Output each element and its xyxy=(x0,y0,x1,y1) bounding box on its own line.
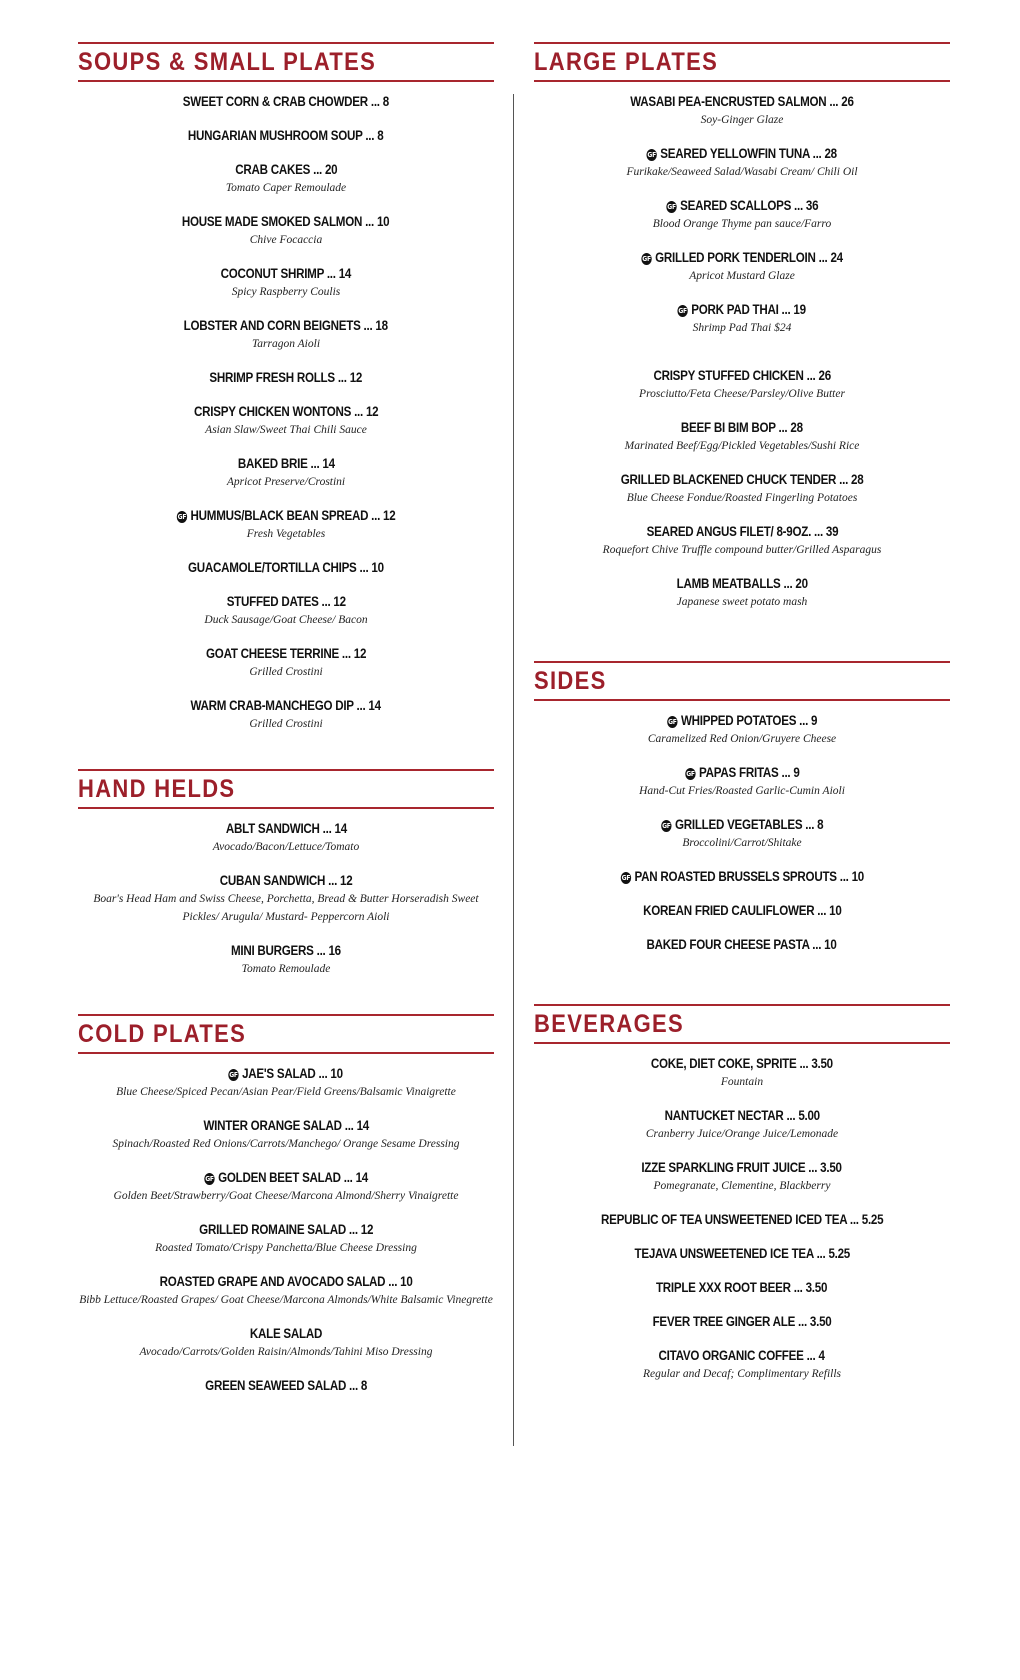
gluten-free-icon: GF xyxy=(205,1175,214,1183)
menu-item-name-text: REPUBLIC OF TEA UNSWEETENED ICED TEA ... 5.25 xyxy=(600,1212,884,1227)
menu-item-name xyxy=(206,644,366,663)
menu-item-name-text: CRISPY CHICKEN WONTONS ... 12 xyxy=(193,404,379,419)
menu-item xyxy=(78,506,494,543)
menu-item-name-text: PAN ROASTED BRUSSELS SPROUTS ... 10 xyxy=(634,869,864,884)
menu-item-name xyxy=(250,1324,322,1343)
gluten-free-icon: GF xyxy=(229,1071,239,1079)
gluten-free-icon: GF xyxy=(621,874,630,882)
menu-item-name-text: GUACAMOLE/TORTILLA CHIPS ... 10 xyxy=(188,560,384,575)
menu-item-name xyxy=(651,1054,833,1073)
section-title: COLD PLATES xyxy=(78,1019,247,1048)
menu-item-description: Spicy Raspberry Coulis xyxy=(231,286,341,298)
menu-item-name xyxy=(666,196,818,215)
menu-item-name-text: KALE SALAD xyxy=(249,1326,323,1341)
menu-item-name-text: WHIPPED POTATOES ... 9 xyxy=(680,713,818,728)
menu-item-description: Blood Orange Thyme pan sauce/Farro xyxy=(652,218,832,230)
menu-item-name-text: TRIPLE XXX ROOT BEER ... 3.50 xyxy=(656,1280,828,1295)
menu-item-name xyxy=(231,941,341,960)
menu-item-description: Caramelized Red Onion/Gruyere Cheese xyxy=(647,733,837,745)
menu-item-name-text: GRILLED BLACKENED CHUCK TENDER ... 28 xyxy=(620,472,864,487)
menu-item-name-text: TEJAVA UNSWEETENED ICE TEA ... 5.25 xyxy=(634,1246,850,1261)
menu-item-name xyxy=(634,1244,849,1263)
menu-item-name xyxy=(203,1116,369,1135)
menu-item xyxy=(78,212,494,249)
menu-item-list xyxy=(534,1044,950,1383)
menu-item-description: Pomegranate, Clementine, Blackberry xyxy=(653,1180,831,1192)
menu-item-name xyxy=(653,366,830,385)
menu-item-name-text: FEVER TREE GINGER ALE ... 3.50 xyxy=(652,1314,832,1329)
menu-item-description: Grilled Crostini xyxy=(249,666,323,678)
menu-item-name xyxy=(643,901,841,920)
menu-item-description: Roasted Tomato/Crispy Panchetta/Blue Cheese Dressing xyxy=(155,1242,417,1254)
menu-item-description: Bibb Lettuce/Roasted Grapes/ Goat Cheese/Marcona Almonds/White Balsamic Vinegrette xyxy=(79,1294,493,1306)
menu-item xyxy=(534,1244,950,1263)
menu-item-name-text: BEEF BI BIM BOP ... 28 xyxy=(681,420,803,435)
menu-item xyxy=(534,248,950,285)
menu-item-name-text: GOLDEN BEET SALAD ... 14 xyxy=(217,1170,368,1185)
menu-item xyxy=(78,92,494,111)
menu-item-name xyxy=(620,867,863,886)
gluten-free-icon: GF xyxy=(666,203,676,211)
menu-item-description: Grilled Crostini xyxy=(249,718,323,730)
menu-item xyxy=(534,522,950,559)
menu-item-description: Prosciutto/Feta Cheese/Parsley/Olive Butter xyxy=(639,388,845,400)
menu-item-name-text: LOBSTER AND CORN BEIGNETS ... 18 xyxy=(183,318,389,333)
menu-item xyxy=(78,592,494,629)
menu-item xyxy=(78,644,494,681)
section-header xyxy=(534,1004,950,1044)
menu-item-name xyxy=(647,935,837,954)
menu-item-name xyxy=(678,300,806,319)
menu-item-description: Tarragon Aioli xyxy=(251,338,321,350)
menu-item-name-text: GRILLED VEGETABLES ... 8 xyxy=(674,817,824,832)
menu-item-description: Regular and Decaf; Complimentary Refills xyxy=(642,1368,842,1380)
menu-item-description: Tomato Remoulade xyxy=(241,963,331,975)
menu-item-name xyxy=(220,871,353,890)
menu-item-description: Apricot Mustard Glaze xyxy=(689,270,795,282)
menu-item-description: Apricot Preserve/Crostini xyxy=(226,476,346,488)
menu-item xyxy=(78,941,494,978)
section-header xyxy=(78,769,494,809)
menu-item xyxy=(534,1312,950,1331)
menu-item-name xyxy=(667,711,817,730)
menu-item-name xyxy=(646,522,838,541)
menu-item-name xyxy=(659,1346,825,1365)
menu-item xyxy=(78,871,494,926)
menu-item-name xyxy=(238,454,335,473)
gluten-free-icon: GF xyxy=(177,513,187,521)
gluten-free-icon: GF xyxy=(642,255,651,263)
menu-item xyxy=(78,264,494,301)
menu-item-name xyxy=(183,92,389,111)
section-title: HAND HELDS xyxy=(78,774,236,803)
menu-item xyxy=(78,368,494,387)
menu-item-name-text: SHRIMP FRESH ROLLS ... 12 xyxy=(209,370,363,385)
menu-item-name xyxy=(656,1278,827,1297)
section-title: SOUPS & SMALL PLATES xyxy=(78,47,377,76)
section-beverages xyxy=(534,1004,950,1383)
menu-item-name-text: LAMB MEATBALLS ... 20 xyxy=(676,576,808,591)
menu-item-name xyxy=(188,126,384,145)
menu-item-name xyxy=(601,1210,883,1229)
menu-item xyxy=(78,126,494,145)
menu-item xyxy=(534,300,950,337)
menu-item xyxy=(78,316,494,353)
menu-item xyxy=(78,819,494,856)
menu-item-name-text: WARM CRAB-MANCHEGO DIP ... 14 xyxy=(190,698,382,713)
menu-item-name xyxy=(676,574,807,593)
menu-item-list xyxy=(78,809,494,978)
menu-item-name xyxy=(221,264,351,283)
menu-item-name-text: HUNGARIAN MUSHROOM SOUP ... 8 xyxy=(188,128,384,143)
section-large-plates xyxy=(534,42,950,611)
menu-item-name-text: HUMMUS/BLACK BEAN SPREAD ... 12 xyxy=(190,508,396,523)
menu-item-name-text: CRAB CAKES ... 20 xyxy=(234,162,338,177)
menu-item-name-text: GRILLED ROMAINE SALAD ... 12 xyxy=(198,1222,374,1237)
menu-item xyxy=(78,696,494,733)
menu-item-list xyxy=(78,1054,494,1395)
menu-item-name xyxy=(199,1220,373,1239)
menu-item-description: Tomato Caper Remoulade xyxy=(225,182,347,194)
menu-item xyxy=(534,470,950,507)
menu-item-name-text: ROASTED GRAPE AND AVOCADO SALAD ... 10 xyxy=(159,1274,413,1289)
menu-item-name-text: SWEET CORN & CRAB CHOWDER ... 8 xyxy=(182,94,390,109)
menu-item-name-text: SEARED YELLOWFIN TUNA ... 28 xyxy=(660,146,838,161)
menu-item-description: Avocado/Carrots/Golden Raisin/Almonds/Tahini Miso Dressing xyxy=(139,1346,433,1358)
menu-item xyxy=(534,1210,950,1229)
menu-item xyxy=(78,1220,494,1257)
section-sides xyxy=(534,661,950,954)
menu-item-description: Blue Cheese Fondue/Roasted Fingerling Potatoes xyxy=(626,492,858,504)
menu-item-description: Chive Focaccia xyxy=(249,234,323,246)
menu-item-name-text: PORK PAD THAI ... 19 xyxy=(691,302,807,317)
menu-item-name-text: SEARED SCALLOPS ... 36 xyxy=(679,198,818,213)
menu-item xyxy=(534,366,950,403)
menu-item-name xyxy=(184,316,388,335)
gluten-free-icon: GF xyxy=(678,307,688,315)
right-menu-column xyxy=(534,42,950,1398)
menu-item-name xyxy=(210,368,363,387)
menu-item-description: Fresh Vegetables xyxy=(246,528,326,540)
menu-item xyxy=(534,418,950,455)
menu-item-list xyxy=(534,701,950,954)
section-soups-small-plates xyxy=(78,42,494,733)
section-title: SIDES xyxy=(534,666,607,695)
menu-item-name xyxy=(177,506,396,525)
menu-item-name-text: ABLT SANDWICH ... 14 xyxy=(225,821,347,836)
menu-item-description: Cranberry Juice/Orange Juice/Lemonade xyxy=(645,1128,839,1140)
menu-item-name xyxy=(235,160,337,179)
menu-item-name-text: KOREAN FRIED CAULIFLOWER ... 10 xyxy=(642,903,842,918)
menu-item-name xyxy=(225,819,346,838)
column-divider xyxy=(513,94,514,1446)
menu-item-name xyxy=(681,418,803,437)
menu-item-name-text: CITAVO ORGANIC COFFEE ... 4 xyxy=(658,1348,826,1363)
menu-item xyxy=(534,815,950,852)
menu-item-description: Marinated Beef/Egg/Pickled Vegetables/Sushi Rice xyxy=(624,440,860,452)
menu-item-name-text: HOUSE MADE SMOKED SALMON ... 10 xyxy=(182,214,390,229)
menu-item-name-text: CUBAN SANDWICH ... 12 xyxy=(219,873,353,888)
section-title: BEVERAGES xyxy=(534,1009,685,1038)
menu-item-name-text: GRILLED PORK TENDERLOIN ... 24 xyxy=(655,250,843,265)
menu-item-description: Shrimp Pad Thai $24 xyxy=(692,322,792,334)
menu-item xyxy=(534,574,950,611)
menu-item xyxy=(534,867,950,886)
menu-item-description: Blue Cheese/Spiced Pecan/Asian Pear/Field Greens/Balsamic Vinaigrette xyxy=(116,1086,456,1098)
menu-item xyxy=(534,92,950,129)
menu-item xyxy=(78,558,494,577)
menu-item xyxy=(78,1064,494,1101)
menu-item-description: Boar's Head Ham and Swiss Cheese, Porchetta, Bread & Butter Horseradish Sweet Pickles/ Arugula/ Mustard- Peppercorn Aioli xyxy=(93,893,479,923)
menu-item-name-text: NANTUCKET NECTAR ... 5.00 xyxy=(664,1108,820,1123)
menu-item-description: Soy-Ginger Glaze xyxy=(700,114,784,126)
menu-item xyxy=(534,1106,950,1143)
menu-item-description: Asian Slaw/Sweet Thai Chili Sauce xyxy=(205,424,367,436)
menu-item xyxy=(78,402,494,439)
section-header xyxy=(78,1014,494,1054)
menu-item-name-text: COCONUT SHRIMP ... 14 xyxy=(220,266,352,281)
menu-item-description: Avocado/Bacon/Lettuce/Tomato xyxy=(212,841,360,853)
menu-item-name-text: SEARED ANGUS FILET/ 8-9OZ. ... 39 xyxy=(646,524,838,539)
menu-item-name xyxy=(664,1106,819,1125)
menu-item xyxy=(534,196,950,233)
menu-item-name-text: WASABI PEA-ENCRUSTED SALMON ... 26 xyxy=(630,94,854,109)
menu-item-name-text: WINTER ORANGE SALAD ... 14 xyxy=(203,1118,369,1133)
menu-item-description: Broccolini/Carrot/Shitake xyxy=(682,837,802,849)
menu-item-name xyxy=(205,1376,367,1395)
gluten-free-icon: GF xyxy=(661,822,671,830)
menu-item-description: Japanese sweet potato mash xyxy=(676,596,808,608)
menu-item-description: Furikake/Seaweed Salad/Wasabi Cream/ Chili Oil xyxy=(626,166,858,178)
menu-item xyxy=(534,1278,950,1297)
section-cold-plates xyxy=(78,1014,494,1395)
gluten-free-icon: GF xyxy=(685,770,695,778)
menu-item xyxy=(534,901,950,920)
menu-item-name xyxy=(188,558,384,577)
menu-item-name xyxy=(653,1312,832,1331)
menu-item-name xyxy=(642,1158,842,1177)
menu-item xyxy=(534,711,950,748)
menu-item xyxy=(534,763,950,800)
left-menu-column xyxy=(78,42,494,1410)
menu-item xyxy=(78,1272,494,1309)
menu-item-name-text: GREEN SEAWEED SALAD ... 8 xyxy=(205,1378,367,1393)
menu-item-name xyxy=(194,402,378,421)
menu-item-name xyxy=(191,696,381,715)
menu-item-name-text: MINI BURGERS ... 16 xyxy=(231,943,341,958)
section-header xyxy=(534,42,950,82)
gluten-free-icon: GF xyxy=(647,151,657,159)
menu-item-list xyxy=(534,82,950,611)
menu-item xyxy=(78,160,494,197)
menu-item-name-text: STUFFED DATES ... 12 xyxy=(226,594,346,609)
section-title: LARGE PLATES xyxy=(534,47,719,76)
menu-item-name-text: PAPAS FRITAS ... 9 xyxy=(698,765,800,780)
menu-item xyxy=(78,1324,494,1361)
menu-item xyxy=(78,1168,494,1205)
menu-item-name xyxy=(647,144,837,163)
menu-item-description: Golden Beet/Strawberry/Goat Cheese/Marcona Almond/Sherry Vinaigrette xyxy=(113,1190,459,1202)
menu-item-name xyxy=(685,763,799,782)
menu-item-name xyxy=(226,592,345,611)
menu-item-name xyxy=(641,248,842,267)
menu-item-description: Duck Sausage/Goat Cheese/ Bacon xyxy=(204,614,368,626)
menu-item-name xyxy=(661,815,823,834)
menu-item-description: Roquefort Chive Truffle compound butter/Grilled Asparagus xyxy=(602,544,882,556)
menu-item xyxy=(534,1346,950,1383)
menu-item-name-text: CRISPY STUFFED CHICKEN ... 26 xyxy=(653,368,831,383)
menu-item xyxy=(78,454,494,491)
menu-item xyxy=(534,935,950,954)
gluten-free-icon: GF xyxy=(667,718,677,726)
menu-item-name-text: COKE, DIET COKE, SPRITE ... 3.50 xyxy=(650,1056,834,1071)
menu-item-description: Fountain xyxy=(720,1076,764,1088)
menu-item xyxy=(78,1116,494,1153)
section-hand-helds xyxy=(78,769,494,978)
menu-item xyxy=(534,1054,950,1091)
section-header xyxy=(534,661,950,701)
menu-item xyxy=(534,144,950,181)
menu-item-name xyxy=(182,212,389,231)
menu-item-name-text: GOAT CHEESE TERRINE ... 12 xyxy=(205,646,367,661)
menu-item-name xyxy=(204,1168,368,1187)
menu-item-list xyxy=(78,82,494,733)
menu-item-name xyxy=(229,1064,343,1083)
menu-item xyxy=(534,1158,950,1195)
menu-item xyxy=(78,1376,494,1395)
menu-item-name-text: JAE'S SALAD ... 10 xyxy=(242,1066,344,1081)
menu-item-name-text: BAKED FOUR CHEESE PASTA ... 10 xyxy=(646,937,838,952)
menu-item-description: Spinach/Roasted Red Onions/Carrots/Manchego/ Orange Sesame Dressing xyxy=(112,1138,460,1150)
menu-item-name xyxy=(630,92,853,111)
menu-item-description: Hand-Cut Fries/Roasted Garlic-Cumin Aioli xyxy=(639,785,845,797)
menu-item-name-text: BAKED BRIE ... 14 xyxy=(237,456,335,471)
menu-item-name xyxy=(621,470,864,489)
section-header xyxy=(78,42,494,82)
menu-item-name xyxy=(160,1272,413,1291)
menu-item-name-text: IZZE SPARKLING FRUIT JUICE ... 3.50 xyxy=(641,1160,843,1175)
